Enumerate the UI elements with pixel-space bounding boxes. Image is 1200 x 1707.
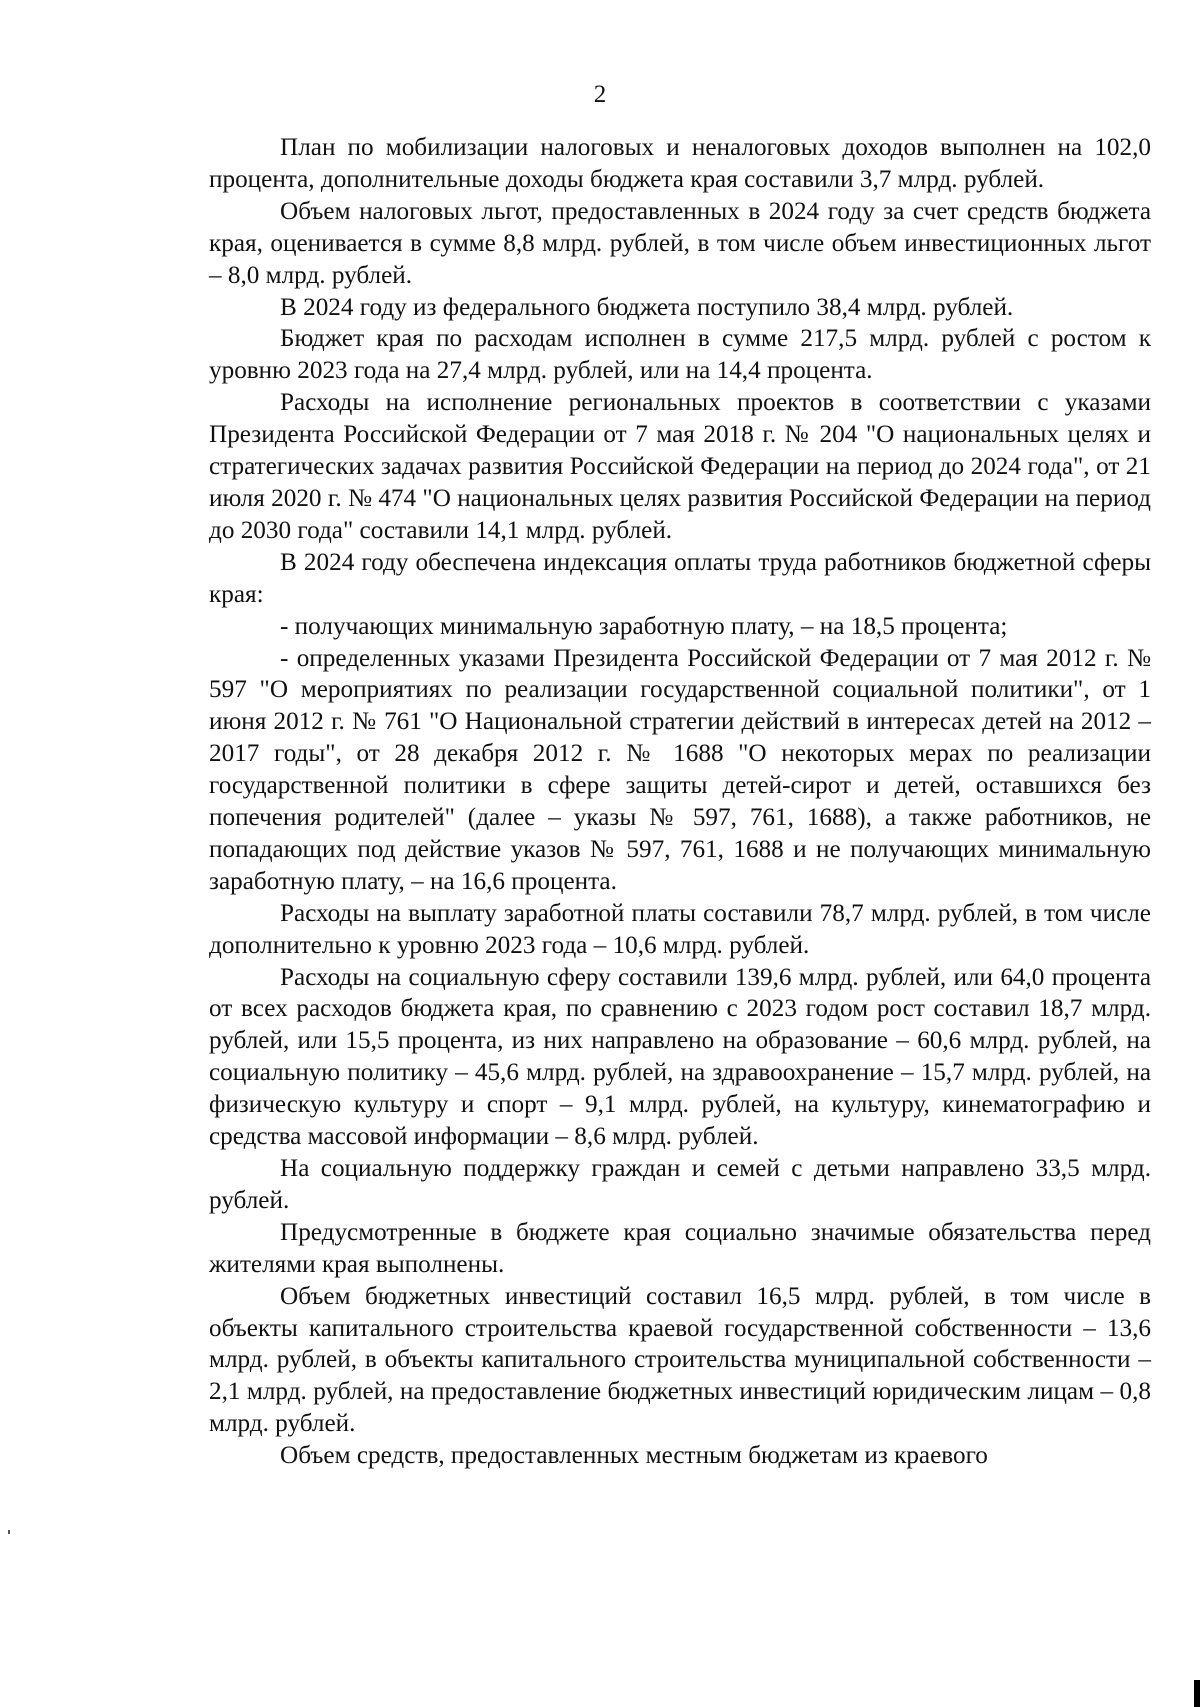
paragraph-social-obligations: Предусмотренные в бюджете края социально значимые обязательства перед жителями края выполнены. [209,1218,1151,1278]
paragraph-tax-revenue-plan: План по мобилизации налоговых и неналоговых доходов выполнен на 102,0 процента, дополнительные доходы бюджета края составили 3,7 млрд. рублей. [209,134,1151,193]
paragraph-expenditure-total: Бюджет края по расходам исполнен в сумме 217,5 млрд. рублей с ростом к уровню 2023 года на 27,4 млрд. рублей, или на 14,4 процента. [209,325,1151,385]
document-body [209,132,1151,1472]
paragraph-regional-projects: Расходы на исполнение региональных проектов в соответствии с указами Президента Российской Федерации от 7 мая 2018 г. № 204 "О национальных целях и стратегических задачах развития Российской Федерации на период до 2024 года", от 21 июля 2020 г. № 474 "О национальных целях развития Российской Федерации на период до 2030 года" составили 14,1 млрд. рублей. [209,389,1151,544]
list-item-minimum-wage: - получающих минимальную заработную плату, – на 18,5 процента; [280,612,1008,640]
paragraph-social-sphere: Расходы на социальную сферу составили 139,6 млрд. рублей, или 64,0 процента от всех расходов бюджета края, по сравнению с 2023 годом рост составил 18,7 млрд. рублей, или 15,5 процента, из них направлено на образование – 60,6 млрд. рублей, на социальную политику – 45,6 млрд. рублей, на здравоохранение – 15,7 млрд. рублей, на физическую культуру и спорт – 9,1 млрд. рублей, на культуру, кинематографию и средства массовой информации – 8,6 млрд. рублей. [209,963,1151,1151]
page-number: 2 [593,81,607,108]
scan-artifact-edge-mark [1194,1680,1200,1707]
scan-artifact-dot [8,1530,10,1534]
list-item-decree-workers: - определенных указами Президента Российской Федерации от 7 мая 2012 г. № 597 "О мероприятиях по реализации государственной социальной политики", от 1 июня 2012 г. № 761 "О Национальной стратегии действий в интересах детей на 2012 – 2017 годы", от 28 декабря 2012 г. № 1688 "О некоторых мерах по реализации государственной политики в сфере защиты детей-сирот и детей, оставшихся без попечения родителей" (далее – указы № 597, 761, 1688), а также работников, не попадающих под действие указов № 597, 761, 1688 и не получающих минимальную заработную плату, – на 16,6 процента. [209,644,1151,895]
paragraph-social-support: На социальную поддержку граждан и семей с детьми направлено 33,5 млрд. рублей. [209,1155,1151,1214]
paragraph-budget-investments: Объем бюджетных инвестиций составил 16,5 млрд. рублей, в том числе в объекты капитального строительства краевой государственной собственности – 13,6 млрд. рублей, в объекты капитального строительства муниципальной собственности – 2,1 млрд. рублей, на предоставление бюджетных инвестиций юридическим лицам – 0,8 млрд. рублей. [209,1282,1151,1438]
paragraph-tax-benefits: Объем налоговых льгот, предоставленных в 2024 году за счет средств бюджета края, оценивается в сумме 8,8 млрд. рублей, в том числе объем инвестиционных льгот – 8,0 млрд. рублей. [209,197,1151,289]
paragraph-federal-transfers: В 2024 году из федерального бюджета поступило 38,4 млрд. рублей. [280,293,1014,321]
paragraph-local-budgets: Объем средств, предоставленных местным бюджетам из краевого [280,1442,988,1470]
paragraph-wage-expenses: Расходы на выплату заработной платы составили 78,7 млрд. рублей, в том числе дополнительно к уровню 2023 года – 10,6 млрд. рублей. [209,899,1151,959]
paragraph-wage-indexation: В 2024 году обеспечена индексация оплаты труда работников бюджетной сферы края: [209,548,1151,608]
